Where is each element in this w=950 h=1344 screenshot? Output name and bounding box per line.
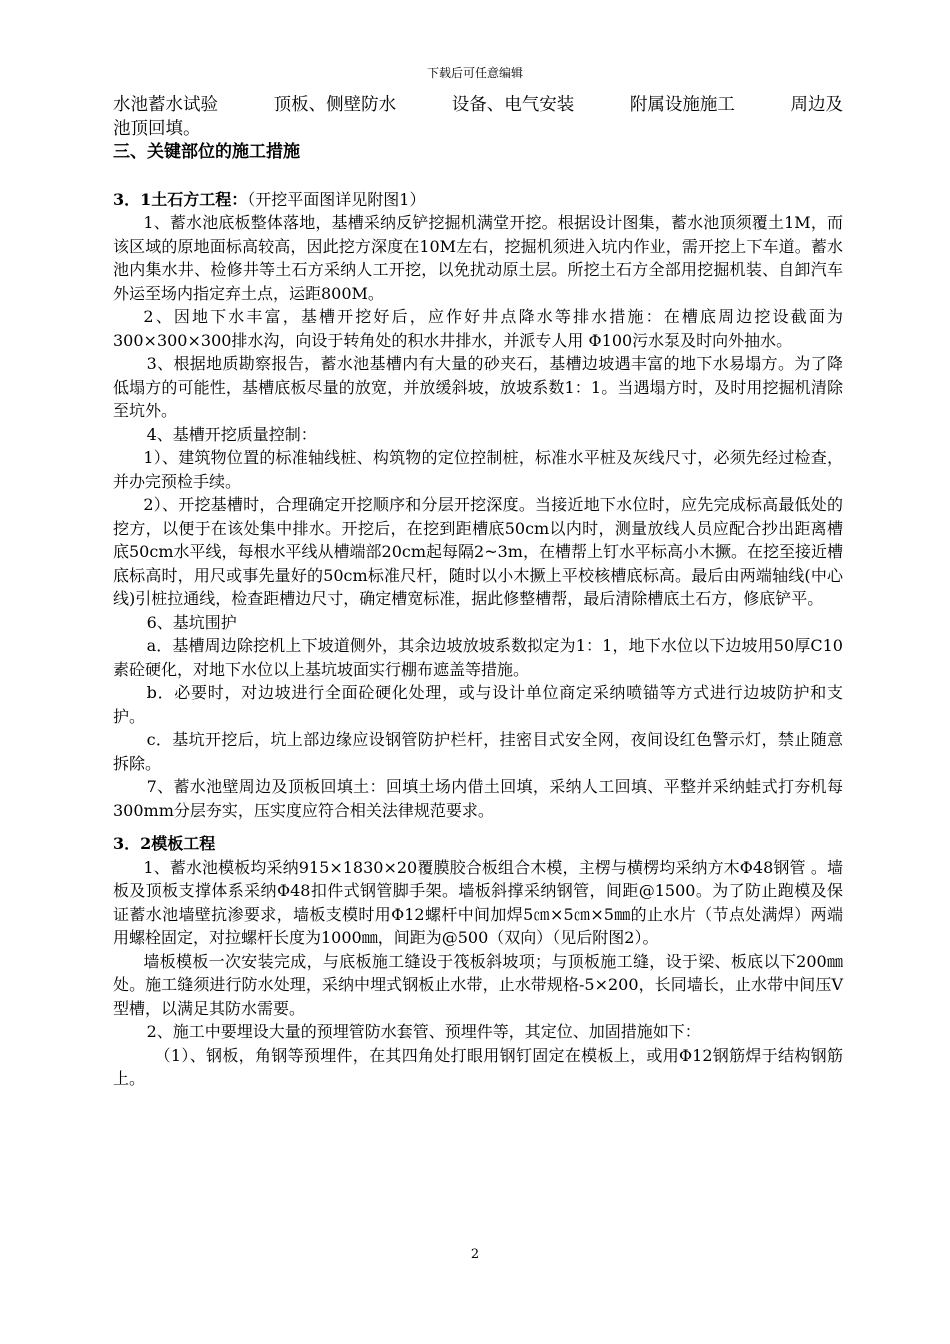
paragraph: 7、蓄水池壁周边及顶板回填土：回填土场内借土回填，采纳人工回填、平整并采纳蛙式打夯机每300mm分层夯实，压实度应符合相关法律规范要求。 xyxy=(113,777,843,820)
page-header-note: 下载后可任意编辑 xyxy=(426,66,523,80)
paragraph: 4、基槽开挖质量控制： xyxy=(146,424,317,444)
flow-step: 水池蓄水试验 xyxy=(113,95,218,115)
paragraph: 1、蓄水池底板整体落地，基槽采纳反铲挖掘机满堂开挖。根据设计图集，蓄水池顶须覆土1M，而该区域的原地面标高较高，因此挖方深度在10M左右，挖掘机须进入坑内作业，需开挖上下车道。蓄水池内集水井、检修井等土石方采纳人工开挖，以免扰动原土层。所挖土石方全部用挖掘机装、自卸汽车外运至场内指定弃土点，运距800M。 xyxy=(113,213,843,303)
subsection-heading-earthwork xyxy=(113,188,843,212)
document-body xyxy=(113,94,843,1091)
paragraph: 2、因地下水丰富，基槽开挖好后，应作好井点降水等排水措施：在槽底周边挖设截面为300×300×300排水沟，向设于转角处的积水井排水，并派专人用 Φ100污水泵及时向外抽水。 xyxy=(113,307,843,350)
paragraph: （1）、钢板，角钢等预埋件，在其四角处打眼用钢钉固定在模板上，或用Φ12钢筋焊于结构钢筋上。 xyxy=(113,1045,843,1088)
paragraph: b．必要时，对边坡进行全面砼硬化处理，或与设计单位商定采纳喷锚等方式进行边坡防护和支护。 xyxy=(113,683,843,726)
flow-step: 周边及 xyxy=(790,95,843,115)
flow-step: 顶板、侧壁防水 xyxy=(273,95,397,115)
page-number: 2 xyxy=(470,1247,480,1262)
paragraph: 3、根据地质勘察报告，蓄水池基槽内有大量的砂夹石，基槽边坡遇丰富的地下水易塌方。为了降低塌方的可能性，基槽底板尽量的放宽，并放缓斜坡，放坡系数1：1。当遇塌方时，及时用挖掘机清除至坑外。 xyxy=(113,354,843,420)
paragraph: 2、施工中要埋设大量的预埋管防水套管、预埋件等，其定位、加固措施如下： xyxy=(146,1022,701,1041)
subsection-heading-formwork: 3．2模板工程 xyxy=(113,834,216,853)
section-heading: 三、关键部位的施工措施 xyxy=(113,142,300,162)
paragraph: 1、蓄水池模板均采纳915×1830×20覆膜胶合板组合木模，主楞与横楞均采纳方木Φ48钢管 。墙板及顶板支撑体系采纳Φ48扣件式钢管脚手架。墙板斜撑采纳钢管，间距@1500。为了防止跑模及保证蓄水池墙壁抗渗要求，墙板支模时用Φ12螺杆中间加焊5㎝×5㎝×5㎜的止水片（节点处满焊）两端用螺栓固定，对拉螺杆长度为1000㎜，间距为@500（双向）（见后附图2）。 xyxy=(113,857,843,947)
flow-step: 设备、电气安装 xyxy=(451,95,575,115)
process-flow-tail: 池顶回填。 xyxy=(113,118,201,139)
paragraph: 1）、建筑物位置的标准轴线桩、构筑物的定位控制桩，标准水平桩及灰线尺寸，必须先经过检查，并办完预检手续。 xyxy=(113,448,843,491)
paragraph: 2）、开挖基槽时，合理确定开挖顺序和分层开挖深度。当接近地下水位时，应先完成标高最低处的挖方，以便于在该处集中排水。开挖后，在挖到距槽底50cm以内时，测量放线人员应配合抄出距离槽底50cm水平线，每根水平线从槽端部20cm起每隔2~3m，在槽帮上钉水平标高小木撅。在挖至接近槽底标高时，用尺或事先量好的50cm标准尺杆，随时以小木撅上平校核槽底标高。最后由两端轴线(中心线)引桩拉通线，检查距槽边尺寸，确定槽宽标准，据此修整槽帮，最后清除槽底土石方，修底铲平。 xyxy=(113,495,843,608)
paragraph: 墙板模板一次安装完成，与底板施工缝设于筏板斜坡项；与顶板施工缝，设于梁、板底以下200㎜处。施工缝须进行防水处理，采纳中埋式钢板止水带，止水带规格-5×200，长同墙长，止水带中间压V型槽，以满足其防水需要。 xyxy=(113,951,843,1018)
flow-step: 附属设施施工 xyxy=(629,95,735,115)
subsection-note: （开挖平面图详见附图1） xyxy=(247,189,426,209)
process-flow-line xyxy=(113,94,843,118)
subsection-title: 3．1土石方工程： xyxy=(113,189,248,209)
paragraph: 6、基坑围护 xyxy=(146,612,237,632)
paragraph: c．基坑开挖后，坑上部边缘应设钢管防护栏杆，挂密目式安全网，夜间设红色警示灯，禁止随意拆除。 xyxy=(113,730,843,773)
paragraph: a．基槽周边除挖机上下坡道侧外，其余边坡放坡系数拟定为1：1，地下水位以下边坡用50厚C10素砼硬化，对地下水位以上基坑坡面实行棚布遮盖等措施。 xyxy=(113,636,843,679)
